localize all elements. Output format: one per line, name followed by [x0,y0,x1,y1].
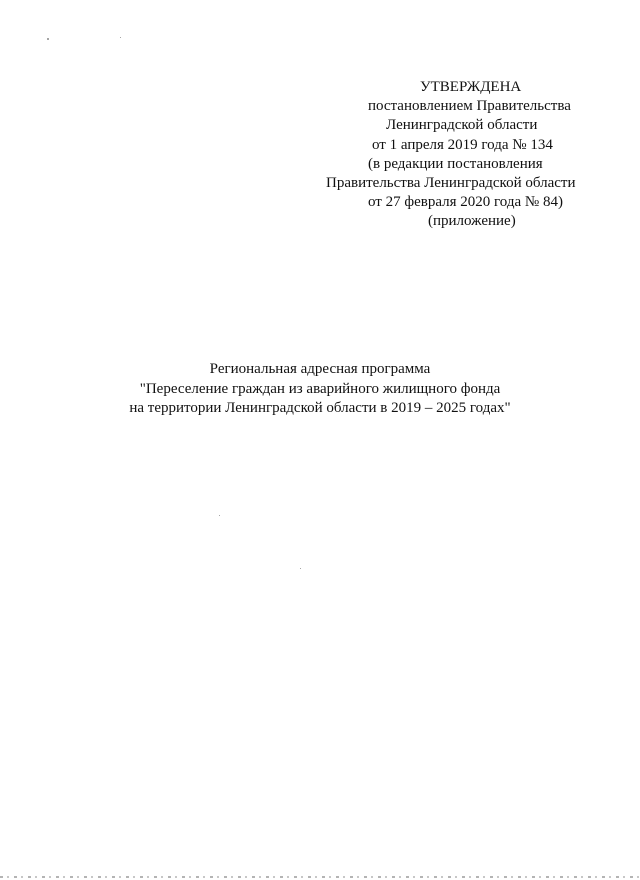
approval-line-date: от 1 апреля 2019 года № 134 [372,136,553,153]
scan-speck [120,37,121,38]
approval-heading: УТВЕРЖДЕНА [420,79,522,95]
program-title-line-3: на территории Ленинградской области в 2019 – 2025 годах" [129,400,511,416]
approval-line-appendix: (приложение) [428,213,516,230]
approval-line-government: Правительства Ленинградской области [326,175,576,192]
approval-line-edition-date: от 27 февраля 2020 года № 84) [368,194,563,211]
scan-speck [219,515,220,516]
approval-stamp-block [322,78,622,232]
program-title-line-1: Региональная адресная программа [209,361,431,377]
scan-speck [47,38,49,40]
approval-line-decree: постановлением Правительства [368,98,571,115]
program-title [0,360,640,419]
program-title-line-2: "Переселение граждан из аварийного жилищного фонда [139,380,501,397]
approval-line-region: Ленинградской области [386,117,538,134]
scan-speck [300,568,301,569]
scan-bottom-edge [0,876,640,878]
approval-line-edition: (в редакции постановления [368,155,543,172]
